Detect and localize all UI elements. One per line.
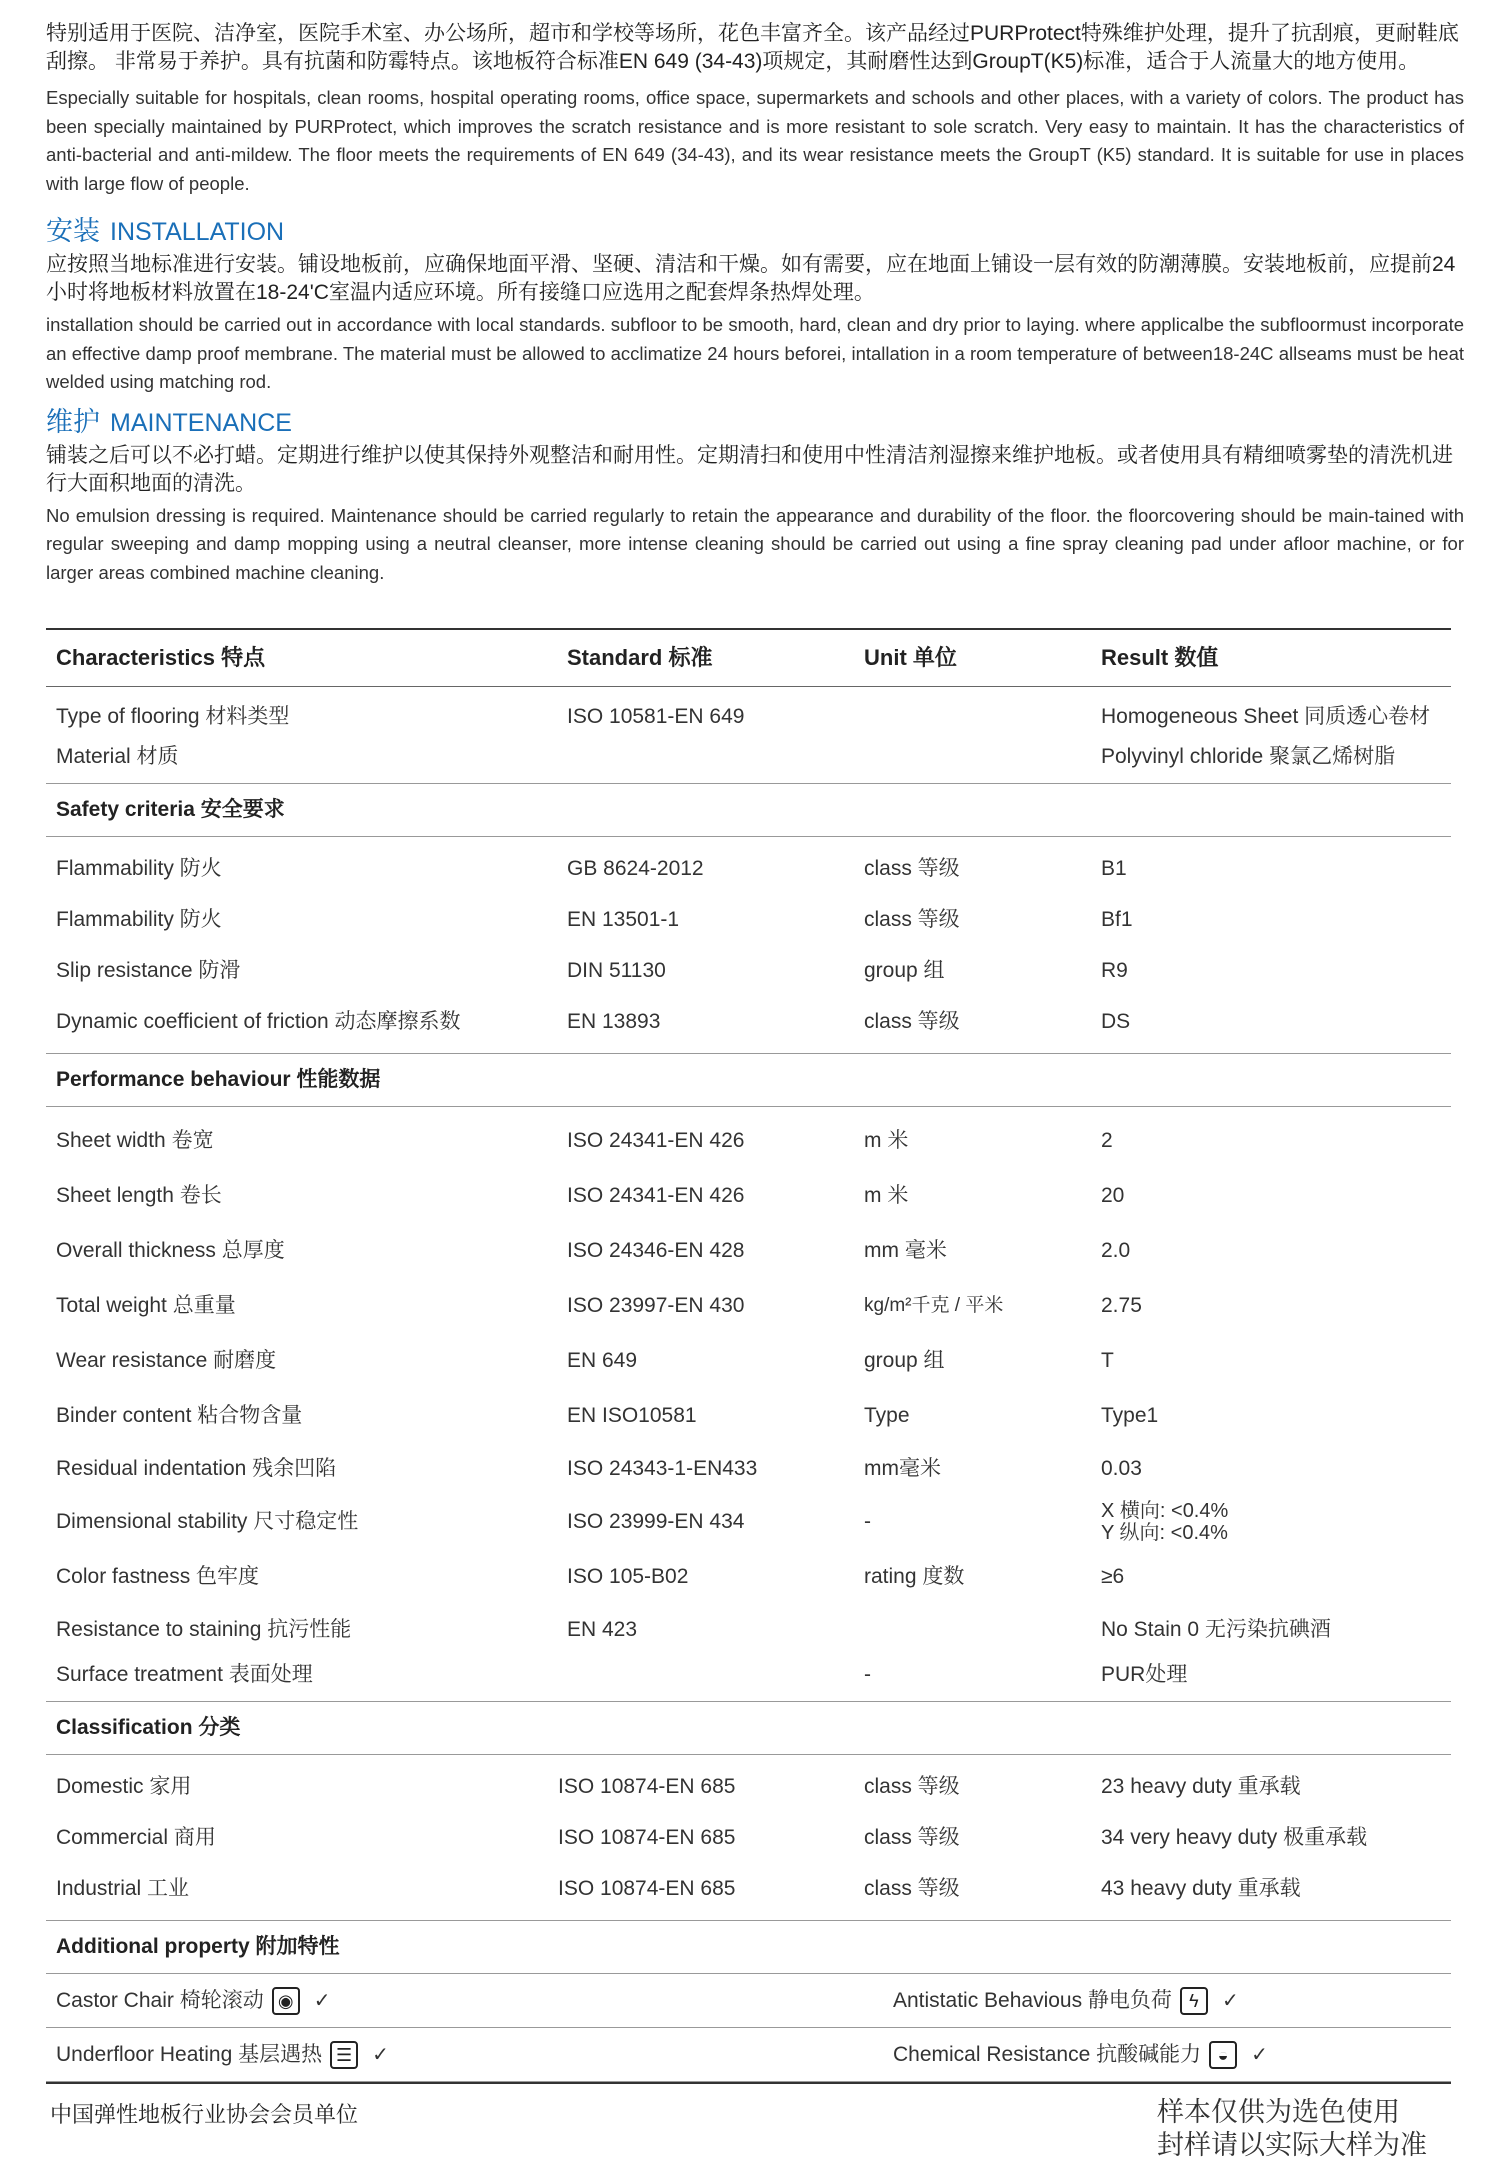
cell-characteristic: Total weight 总重量 — [56, 1294, 236, 1317]
cell-result: Polyvinyl chloride 聚氯乙烯树脂 — [1101, 745, 1396, 768]
table-row — [46, 1168, 1451, 1223]
table-header — [46, 630, 1451, 687]
table-row — [46, 697, 1451, 737]
installation-zh: 应按照当地标准进行安装。铺设地板前，应确保地面平滑、坚硬、清洁和干燥。如有需要，应在地面上铺设一层有效的防潮薄膜。安装地板前，应提前24小时将地板材料放置在18-24'C室温内适应环境。所有接缝口应选用之配套焊条热焊处理。 — [46, 253, 1456, 304]
cell-characteristic: Color fastness 色牢度 — [56, 1565, 260, 1588]
cell-unit: group 组 — [864, 959, 945, 982]
cell-standard: ISO 10874-EN 685 — [558, 1826, 736, 1849]
header-result: Result 数值 — [1101, 645, 1219, 670]
cell-result: Bf1 — [1101, 908, 1133, 931]
cell-unit: rating 度数 — [864, 1565, 965, 1588]
maintenance-en: No emulsion dressing is required. Maintenance should be carried regularly to retain the appearance and durability of the floor. the floorcovering should be main-tained with regular sweeping and damp mopping using a neutral cleanser, more intense cleaning should be carried out using a fine spray cleaning pad under afloor machine, or for larger areas combined machine cleaning. — [46, 504, 1464, 583]
cell-result: PUR处理 — [1101, 1663, 1188, 1686]
table-row — [46, 1812, 1451, 1863]
result-x: X 横向: <0.4% — [1101, 1500, 1229, 1522]
cell-unit: Type — [864, 1404, 910, 1427]
lightning-icon: ϟ — [1180, 1987, 1208, 2015]
cell-unit: group 组 — [864, 1349, 945, 1372]
table-row — [46, 1549, 1451, 1604]
text-section — [46, 20, 1464, 587]
intro-en: Especially suitable for hospitals, clean rooms, hospital operating rooms, office space, supermarkets and schools and other places, with a variety of colors. The product has been specially maintained by PURProtect, which improves the scratch resistance and is more resistant to sole scratch. Very easy to maintain. It has the characteristics of anti-bacterial and anti-mildew. The floor meets the requirements of EN 649 (34-43), and its wear resistance meets the GroupT (K5) standard. It is suitable for use in places with large flow of people. — [46, 87, 1464, 194]
maintenance-title-en: MAINTENANCE — [110, 408, 292, 437]
cell-result: T — [1101, 1349, 1114, 1372]
table-row — [46, 1223, 1451, 1278]
additional-row-2 — [46, 2028, 1451, 2082]
cell-result: 20 — [1101, 1184, 1125, 1207]
group-title: Performance behaviour 性能数据 — [56, 1068, 381, 1091]
cell-characteristic: Material 材质 — [56, 745, 179, 768]
cell-characteristic: Industrial 工业 — [56, 1877, 190, 1900]
table-row — [46, 1443, 1451, 1494]
cell-standard: EN 423 — [567, 1618, 638, 1641]
cell-result: 0.03 — [1101, 1457, 1142, 1480]
cell-standard: ISO 24341-EN 426 — [567, 1184, 745, 1207]
cell-characteristic: Sheet length 卷长 — [56, 1184, 222, 1207]
header-standard: Standard 标准 — [567, 645, 713, 670]
table-row — [46, 1655, 1451, 1695]
cell-characteristic: Commercial 商用 — [56, 1826, 216, 1849]
table-row — [46, 894, 1451, 945]
cell-unit: class 等级 — [864, 857, 960, 880]
table-row — [46, 1494, 1451, 1549]
classification-block — [46, 1755, 1451, 1921]
cell-standard: EN 649 — [567, 1349, 638, 1372]
chemical-resistance-item — [893, 2028, 1268, 2082]
castor-chair-label: Castor Chair 椅轮滚动 — [56, 1989, 264, 2012]
check-icon: ✓ — [313, 1990, 331, 2012]
cell-characteristic: Slip resistance 防滑 — [56, 959, 241, 982]
footer-note — [1157, 2096, 1427, 2162]
additional-row-1 — [46, 1974, 1451, 2028]
cell-standard: ISO 10874-EN 685 — [558, 1775, 736, 1798]
table-row — [46, 737, 1451, 777]
group-safety — [46, 784, 1451, 837]
group-title: Safety criteria 安全要求 — [56, 798, 285, 821]
chemical-icon: ◒ — [1209, 2041, 1237, 2069]
underfloor-heating-label: Underfloor Heating 基层遇热 — [56, 2043, 323, 2066]
installation-title-zh: 安装 — [46, 216, 100, 246]
table-row — [46, 1113, 1451, 1168]
cell-unit: - — [864, 1510, 871, 1533]
cell-unit: class 等级 — [864, 908, 960, 931]
cell-characteristic: Dynamic coefficient of friction 动态摩擦系数 — [56, 1010, 461, 1033]
general-block — [46, 687, 1451, 784]
cell-standard: ISO 24346-EN 428 — [567, 1239, 745, 1262]
cell-characteristic: Overall thickness 总厚度 — [56, 1239, 285, 1262]
cell-result: B1 — [1101, 857, 1127, 880]
cell-result: Homogeneous Sheet 同质透心卷材 — [1101, 705, 1431, 728]
antistatic-item — [893, 1974, 1239, 2028]
castor-chair-item — [56, 1974, 330, 2028]
group-additional — [46, 1921, 1451, 1974]
underfloor-heating-item — [56, 2028, 389, 2082]
check-icon: ✓ — [1221, 1990, 1239, 2012]
heating-icon: ☰ — [330, 2041, 358, 2069]
group-classification — [46, 1702, 1451, 1755]
cell-unit: class 等级 — [864, 1877, 960, 1900]
cell-standard: DIN 51130 — [567, 959, 666, 982]
cell-result — [1101, 1500, 1228, 1544]
cell-result: Type1 — [1101, 1404, 1159, 1427]
performance-block — [46, 1107, 1451, 1702]
cell-characteristic: Surface treatment 表面处理 — [56, 1663, 313, 1686]
table-bottom-rule — [46, 2082, 1451, 2084]
table-row — [46, 1388, 1451, 1443]
cell-unit: m 米 — [864, 1129, 909, 1152]
group-performance — [46, 1054, 1451, 1107]
cell-characteristic: Wear resistance 耐磨度 — [56, 1349, 277, 1372]
table-row — [46, 996, 1451, 1047]
cell-result: 23 heavy duty 重承载 — [1101, 1775, 1301, 1798]
spec-table — [46, 628, 1451, 2084]
footer-note-line-2: 封样请以实际大样为准 — [1157, 2130, 1427, 2160]
installation-title-en: INSTALLATION — [110, 218, 285, 246]
cell-unit: mm 毫米 — [864, 1239, 947, 1262]
table-row — [46, 1333, 1451, 1388]
table-row — [46, 843, 1451, 894]
maintenance-title-zh: 维护 — [46, 406, 100, 437]
table-row — [46, 1761, 1451, 1812]
cell-characteristic: Binder content 粘合物含量 — [56, 1404, 303, 1427]
result-y: Y 纵向: <0.4% — [1101, 1522, 1228, 1544]
cell-result: DS — [1101, 1010, 1131, 1033]
cell-characteristic: Sheet width 卷宽 — [56, 1129, 214, 1152]
cell-unit: kg/m²千克 / 平米 — [864, 1295, 1004, 1316]
group-title: Classification 分类 — [56, 1716, 241, 1739]
cell-characteristic: Residual indentation 残余凹陷 — [56, 1457, 337, 1480]
cell-standard: EN 13893 — [567, 1010, 661, 1033]
castor-chair-icon: ◉ — [272, 1987, 300, 2015]
installation-heading — [46, 216, 1464, 247]
cell-characteristic: Domestic 家用 — [56, 1775, 192, 1798]
intro-zh: 特别适用于医院、洁净室，医院手术室、办公场所，超市和学校等场所，花色丰富齐全。该产品经过PURProtect特殊维护处理，提升了抗刮痕，更耐鞋底刮擦。 非常易于养护。具有抗菌和防霉特点。该地板符合标准EN 649 (34-43)项规定，其耐磨性达到GroupT(K5)标准，适合于人流量大的地方使用。 — [46, 22, 1459, 73]
check-icon: ✓ — [372, 2044, 389, 2066]
cell-standard: ISO 24341-EN 426 — [567, 1129, 745, 1152]
cell-characteristic: Type of flooring 材料类型 — [56, 705, 290, 728]
table-row — [46, 1278, 1451, 1333]
cell-unit: class 等级 — [864, 1010, 960, 1033]
cell-unit: class 等级 — [864, 1826, 960, 1849]
cell-result: No Stain 0 无污染抗碘酒 — [1101, 1618, 1331, 1641]
table-row — [46, 1604, 1451, 1655]
cell-standard: ISO 10581-EN 649 — [567, 705, 745, 728]
table-row — [46, 945, 1451, 996]
antistatic-label: Antistatic Behavious 静电负荷 — [893, 1989, 1172, 2012]
cell-standard: EN ISO10581 — [567, 1404, 697, 1427]
cell-result: 43 heavy duty 重承载 — [1101, 1877, 1301, 1900]
cell-characteristic: Dimensional stability 尺寸稳定性 — [56, 1510, 359, 1533]
cell-standard: GB 8624-2012 — [567, 857, 704, 880]
cell-standard: ISO 23997-EN 430 — [567, 1294, 745, 1317]
cell-unit: - — [864, 1663, 871, 1686]
chemical-resistance-label: Chemical Resistance 抗酸碱能力 — [893, 2043, 1202, 2066]
footer-note-line-1: 样本仅供为选色使用 — [1157, 2097, 1400, 2127]
cell-result: ≥6 — [1101, 1565, 1125, 1588]
cell-standard: EN 13501-1 — [567, 908, 680, 931]
cell-result: 2 — [1101, 1129, 1113, 1152]
cell-result: 2.0 — [1101, 1239, 1131, 1262]
footer-association: 中国弹性地板行业协会会员单位 — [50, 2102, 359, 2127]
header-unit: Unit 单位 — [864, 645, 957, 670]
header-characteristics: Characteristics 特点 — [56, 645, 266, 670]
cell-unit: class 等级 — [864, 1775, 960, 1798]
cell-unit: m 米 — [864, 1184, 909, 1207]
cell-characteristic: Flammability 防火 — [56, 908, 222, 931]
group-title: Additional property 附加特性 — [56, 1935, 340, 1958]
cell-standard: ISO 10874-EN 685 — [558, 1877, 736, 1900]
cell-result: 2.75 — [1101, 1294, 1142, 1317]
cell-characteristic: Resistance to staining 抗污性能 — [56, 1618, 352, 1641]
installation-en: installation should be carried out in accordance with local standards. subfloor to be smooth, hard, clean and dry prior to laying. where applicalbe the subfloormust incorporate an effective damp proof membrane. The material must be allowed to acclimatize 24 hours beforei, intallation in a room temperature of between18-24C allseams must be heat welded using matching rod. — [46, 314, 1464, 392]
table-row — [46, 1863, 1451, 1914]
check-icon: ✓ — [1251, 2044, 1268, 2066]
maintenance-zh: 铺装之后可以不必打蜡。定期进行维护以使其保持外观整洁和耐用性。定期清扫和使用中性清洁剂湿擦来维护地板。或者使用具有精细喷雾垫的清洗机进行大面积地面的清洗。 — [46, 443, 1453, 495]
cell-standard: ISO 105-B02 — [567, 1565, 689, 1588]
cell-unit: mm毫米 — [864, 1457, 941, 1480]
cell-result: R9 — [1101, 959, 1128, 982]
cell-standard: ISO 24343-1-EN433 — [567, 1457, 758, 1480]
maintenance-heading — [46, 407, 1464, 438]
safety-block — [46, 837, 1451, 1054]
cell-result: 34 very heavy duty 极重承载 — [1101, 1826, 1368, 1849]
cell-characteristic: Flammability 防火 — [56, 857, 222, 880]
cell-standard: ISO 23999-EN 434 — [567, 1510, 745, 1533]
